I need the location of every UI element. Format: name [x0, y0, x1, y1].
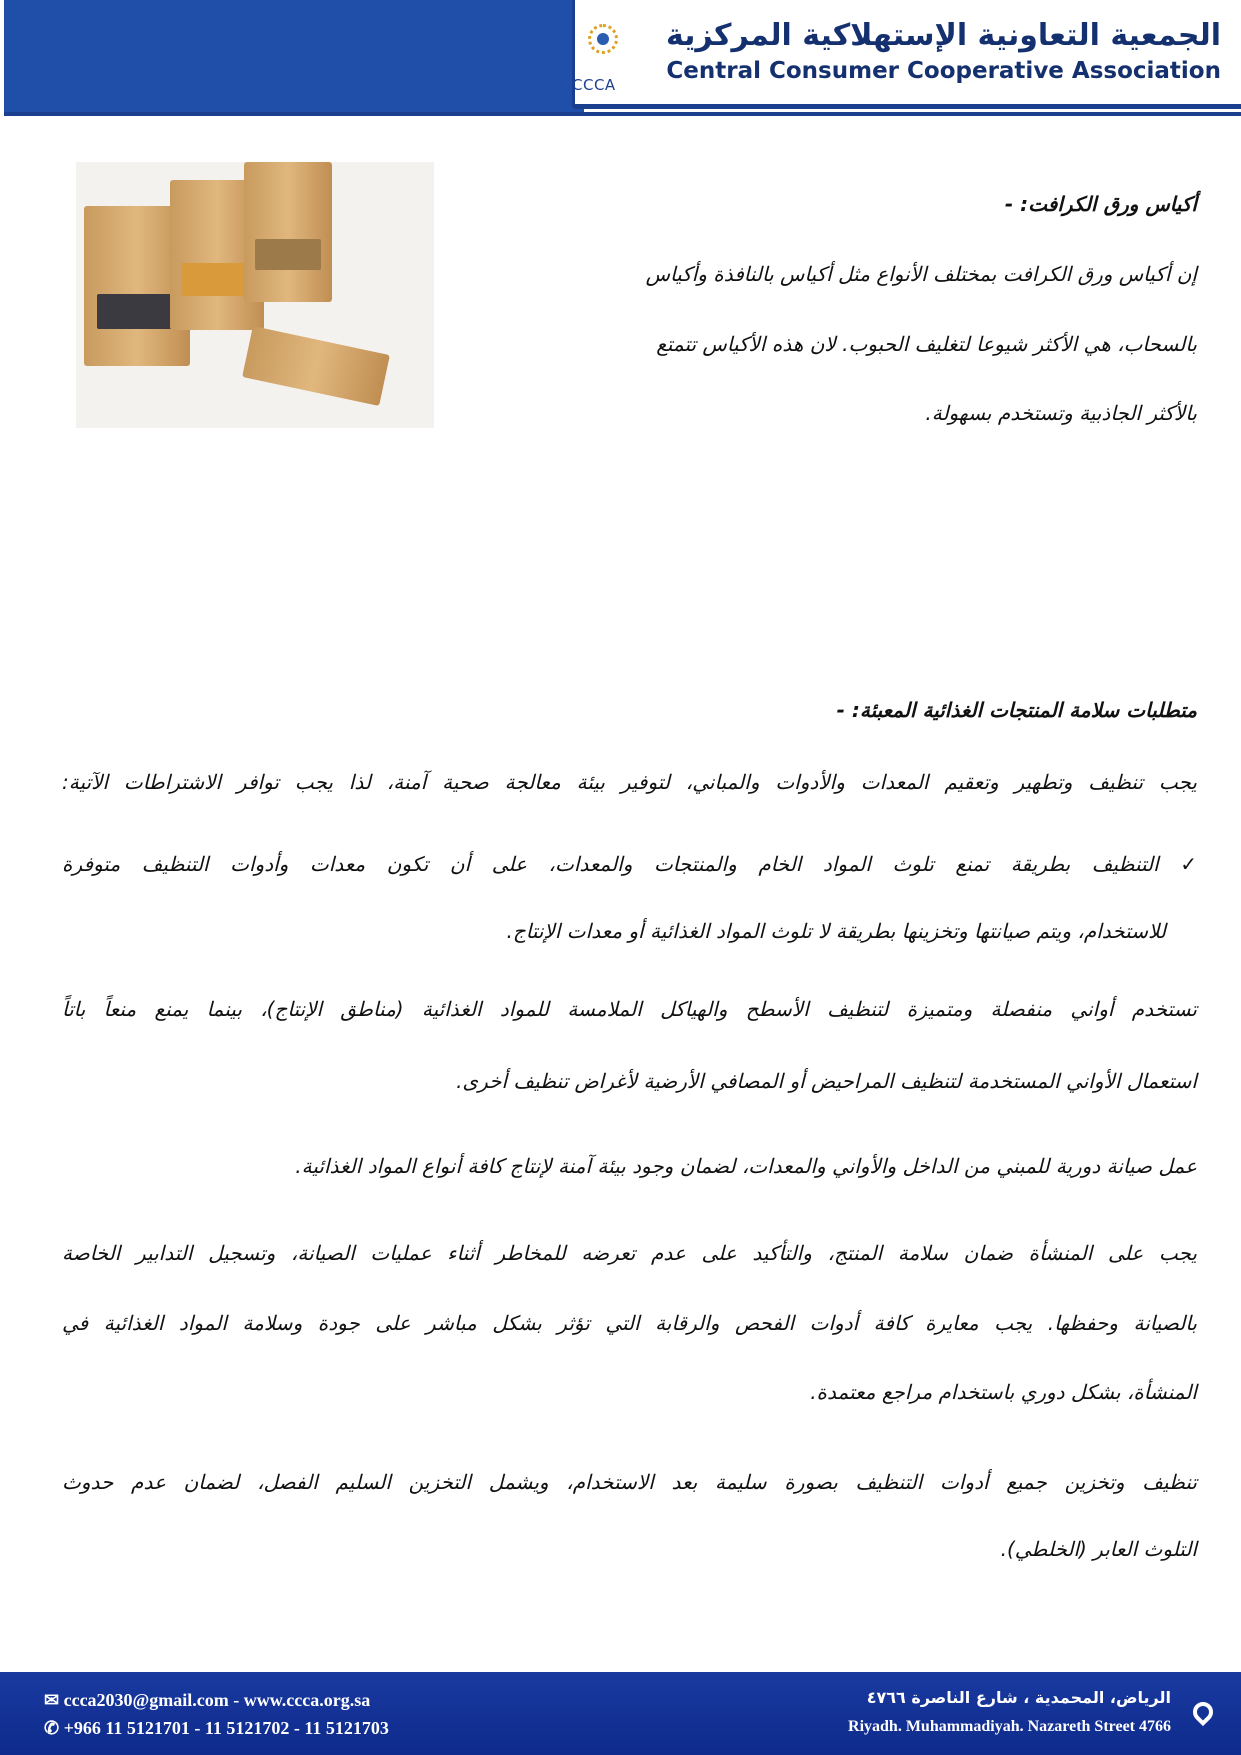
paragraph-line: عمل صيانة دورية للمبني من الداخل والأواني والمعدات، لضمان وجود بيئة آمنة لإنتاج كافة أنواع المواد الغذائية. [295, 1154, 1197, 1178]
bag [242, 326, 390, 406]
bag-window [181, 263, 252, 296]
paragraph-line: بالأكثر الجاذبية وتستخدم بسهولة. [925, 401, 1197, 425]
header-blue-band [4, 0, 584, 116]
location-pin-icon [1189, 1698, 1217, 1726]
paragraph-line: التلوث العابر (الخلطي). [1000, 1537, 1197, 1561]
bag-window [255, 239, 322, 270]
bag [244, 162, 332, 302]
org-name-ar: الجمعية التعاونية الإستهلاكية المركزية [665, 18, 1221, 53]
phones-text: +966 11 5121701 - 11 5121702 - 11 5121703 [63, 1718, 389, 1738]
section-title: أكياس ورق الكرافت: - [1004, 192, 1197, 216]
paragraph-line: تنظيف وتخزين جميع أدوات التنظيف بصورة سليمة بعد الاستخدام، ويشمل التخزين السليم الفصل، لضمان عدم حدوث [62, 1470, 1197, 1494]
paragraph-line: المنشأة، بشكل دوري باستخدام مراجع معتمدة. [810, 1380, 1197, 1404]
mail-icon: ✉ [44, 1690, 64, 1710]
paragraph-line: استعمال الأواني المستخدمة لتنظيف المراحيض أو المصافي الأرضية لأغراض تنظيف أخرى. [456, 1069, 1197, 1093]
paragraph-line: تستخدم أواني منفصلة ومتميزة لتنظيف الأسطح والهياكل الملامسة للمواد الغذائية (مناطق الإنتاج)، بينما يمنع منعاً باتاً [62, 997, 1197, 1021]
phone-icon: ✆ [44, 1718, 64, 1738]
letterhead [0, 0, 1241, 114]
logo-text: CCCA [572, 76, 616, 94]
header-divider [4, 112, 1241, 116]
ccca-logo [570, 22, 636, 98]
paragraph-line: بالصيانة وحفظها. يجب معايرة كافة أدوات الفحص والرقابة التي تؤثر بشكل مباشر على جودة وسلامة المواد الغذائية في [62, 1311, 1197, 1335]
logo-core [597, 33, 609, 45]
checklist-line: للاستخدام، ويتم صيانتها وتخزينها بطريقة لا تلوث المواد الغذائية أو معدات الإنتاج. [506, 919, 1166, 943]
header-white-panel [572, 0, 1241, 109]
kraft-bags-image [76, 162, 434, 428]
section-title: متطلبات سلامة المنتجات الغذائية المعبئة: - [836, 698, 1197, 722]
footer-contact-web [44, 1690, 370, 1711]
footer [0, 1672, 1241, 1755]
paragraph-line: يجب تنظيف وتطهير وتعقيم المعدات والأدوات والمباني، لتوفير بيئة معالجة صحية آمنة، لذا يجب توافر الاشتراطات الآتية: [62, 770, 1197, 794]
email-web-text: ccca2030@gmail.com - www.ccca.org.sa [63, 1690, 371, 1710]
org-name-en: Central Consumer Cooperative Association [666, 58, 1221, 84]
checklist-line: ✓ التنظيف بطريقة تمنع تلوث المواد الخام والمنتجات والمعدات، على أن تكون معدات وأدوات التنظيف متوفرة [62, 852, 1197, 876]
paragraph-line: يجب على المنشأة ضمان سلامة المنتج، والتأكيد على عدم تعرضه للمخاطر أثناء عمليات الصيانة، وتسجيل التدابير الخاصة [62, 1241, 1197, 1265]
address-en: Riyadh. Muhammadiyah. Nazareth Street 4766 [848, 1718, 1171, 1735]
paragraph-line: بالسحاب، هي الأكثر شيوعا لتغليف الحبوب. لان هذه الأكياس تتمتع [656, 332, 1197, 356]
footer-phones [44, 1718, 389, 1739]
address-ar: الرياض، المحمدية ، شارع الناصرة ٤٧٦٦ [866, 1688, 1171, 1707]
paragraph-line: إن أكياس ورق الكرافت بمختلف الأنواع مثل أكياس بالنافذة وأكياس [645, 262, 1197, 286]
bag-window [97, 294, 178, 329]
